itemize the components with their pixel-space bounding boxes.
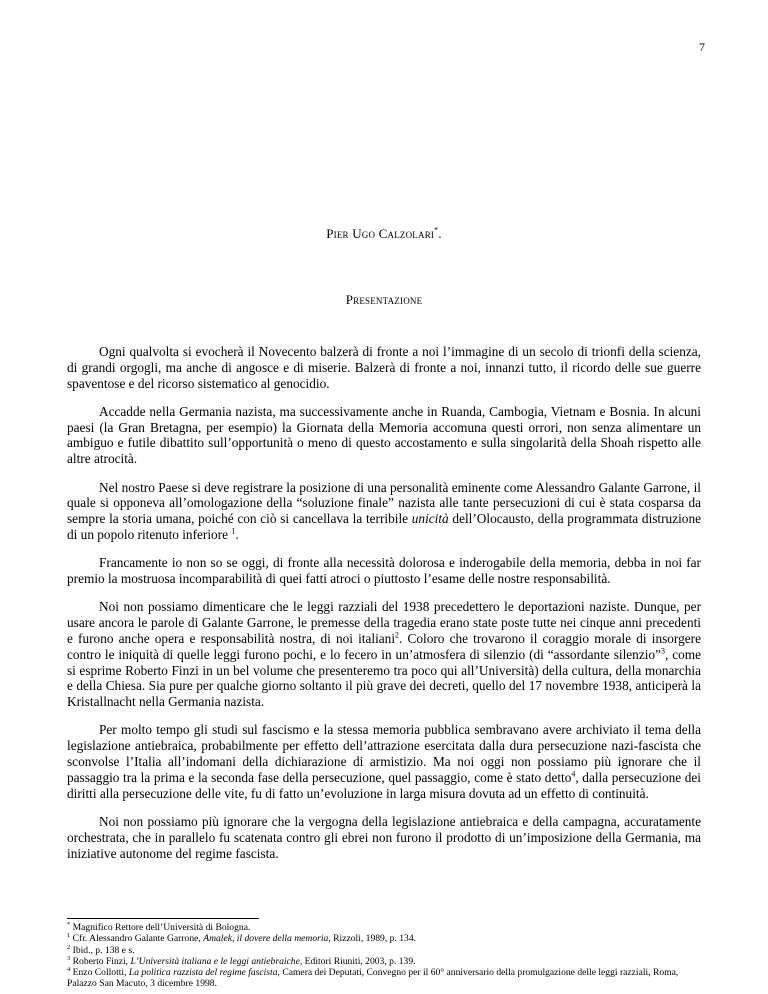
- paragraph: Accadde nella Germania nazista, ma successivamente anche in Ruanda, Cambogia, Vietnam e Bosnia. In alcuni paesi (la Gran Bretagna, per esempio) la Giornata della Memoria accomuna questi orrori, non senza alimentare un ambiguo e futile dibattito sull’opportunità o meno di questo accostamento e sulla singolarità della Shoah rispetto alle altre atrocità.: [67, 403, 701, 467]
- author-period: .: [438, 226, 442, 241]
- footnote-ref[interactable]: 4: [571, 769, 576, 779]
- footnote-text: Roberto Finzi,: [70, 955, 131, 967]
- section-title: Presentazione: [345, 292, 423, 307]
- footnote-text: , Rizzoli, 1989, p. 134.: [328, 933, 417, 945]
- paragraph: Francamente io non so se oggi, di fronte alla necessità dolorosa e inderogabile della memoria, debba in noi far premio la mostruosa incomparabilità di quei fatti atroci o piuttosto l’esame delle nostre responsabilità.: [67, 555, 701, 587]
- footnote-text: Cfr. Alessandro Galante Garrone,: [70, 933, 204, 945]
- footnote-text: , Camera dei Deputati, Convegno per il 60° anniversario della promulgazione delle leggi razziali, Roma, Palazzo San Macuto, 3 dicembre 1998.: [67, 967, 679, 990]
- paragraph: [67, 599, 701, 710]
- footnote: [67, 967, 707, 990]
- footnote: [67, 922, 707, 933]
- page-number: 7: [699, 40, 705, 54]
- footnote-text: Enzo Collotti,: [70, 967, 129, 979]
- paragraph-text: .: [235, 526, 239, 542]
- footnote-mark: 1: [67, 932, 71, 940]
- paragraph: [67, 722, 701, 801]
- footnote-title: L’Università italiana e le leggi antiebraiche: [130, 955, 300, 967]
- footnote: [67, 933, 707, 944]
- footnote-text: Magnifico Rettore dell’Università di Bologna.: [70, 922, 251, 933]
- paragraph-text: Noi non possiamo dimenticare che le leggi razziali del 1938 precedettero le deportazioni naziste. Dunque, per usare ancora le parole di Galante Garrone, le premesse della tragedia erano state poste tutte nei cinque anni precedenti e furono anche opera e responsabilità nostra, di noi italiani: [67, 599, 701, 646]
- footnote-ref[interactable]: 2: [395, 630, 400, 640]
- author-footnote-mark[interactable]: *: [434, 225, 439, 235]
- footnote-mark: 3: [67, 954, 71, 962]
- footnote-text: Ibid., p. 138 e s.: [70, 944, 135, 956]
- footnote-divider: [67, 918, 259, 919]
- paragraph: Ogni qualvolta si evocherà il Novecento balzerà di fronte a noi l’immagine di un secolo di trionfi della scienza, di grandi orgogli, ma anche di angosce e di miserie. Balzerà di fronte a noi, innanzi tutto, il ricordo delle sue guerre spaventose e del ricorso sistematico al genocidio.: [67, 344, 701, 391]
- footnotes: [67, 922, 707, 990]
- paragraph-text: , come si esprime Roberto Finzi in un bel volume che presenteremo tra poco qui all’Università) della cultura, della monarchia e della Chiesa. Sia pure per qualche giorno soltanto il più grave dei decreti, quello del 17 novembre 1938, anticiperà la Kristallnacht nella Germania nazista.: [67, 646, 701, 710]
- footnote: [67, 956, 707, 967]
- paragraph-text: . Coloro che trovarono il coraggio morale di insorgere contro le iniquità di quelle leggi furono pochi, e lo fecero in un’atmosfera di silenzio (di “assordante silenzio”: [67, 630, 701, 662]
- footnote-text: , Editori Riuniti, 2003, p. 139.: [299, 955, 416, 967]
- footnote-mark: 4: [67, 966, 71, 973]
- paragraph-text: Nel nostro Paese si deve registrare la posizione di una personalità eminente come Alessandro Galante Garrone, il quale si opponeva all’omologazione della “soluzione finale” nazista alle tante persecuzioni di cui è stata cosparsa da sempre la storia umana, poiché con ciò si cancellava la terribile: [67, 479, 701, 527]
- footnote-title: La politica razzista del regime fascista: [128, 967, 278, 979]
- footnote-ref[interactable]: 3: [660, 646, 665, 656]
- author-heading: [0, 226, 768, 242]
- footnote-mark: *: [67, 920, 71, 928]
- paragraph-text: , dalla persecuzione dei diritti alla persecuzione delle vite, fu di fatto un’evoluzione in larga misura dovuta ad un effetto di continuità.: [67, 769, 701, 801]
- footnote-title: Amalek, il dovere della memoria: [203, 933, 329, 945]
- body-text: [67, 344, 701, 874]
- paragraph: [67, 480, 701, 543]
- footnote: [67, 945, 707, 956]
- paragraph: Noi non possiamo più ignorare che la vergogna della legislazione antiebraica e della campagna, accuratamente orchestrata, che in parallelo fu scatenata contro gli ebrei non furono il prodotto di un’imposizione della Germania, ma iniziative autonome del regime fascista.: [67, 813, 701, 861]
- author-name: Pier Ugo Calzolari: [326, 226, 435, 241]
- emphasis-text: unicità: [411, 511, 449, 527]
- footnote-ref[interactable]: 1: [231, 526, 236, 536]
- footnote-mark: 2: [67, 943, 71, 951]
- paragraph-text: dell’Olocausto, della programmata distruzione di un popolo ritenuto inferiore: [67, 511, 701, 542]
- paragraph-text: Per molto tempo gli studi sul fascismo e la stessa memoria pubblica sembravano avere archiviato il tema della legislazione antiebraica, probabilmente per effetto dell’attrazione esercitata dalla dura persecuzione nazi-fascista che sconvolse l’Italia all’indomani della dichiarazione di armistizio. Ma noi oggi non possiamo più ignorare che il passaggio tra la prima e la seconda fase della persecuzione, quel passaggio, come è stato detto: [67, 722, 701, 785]
